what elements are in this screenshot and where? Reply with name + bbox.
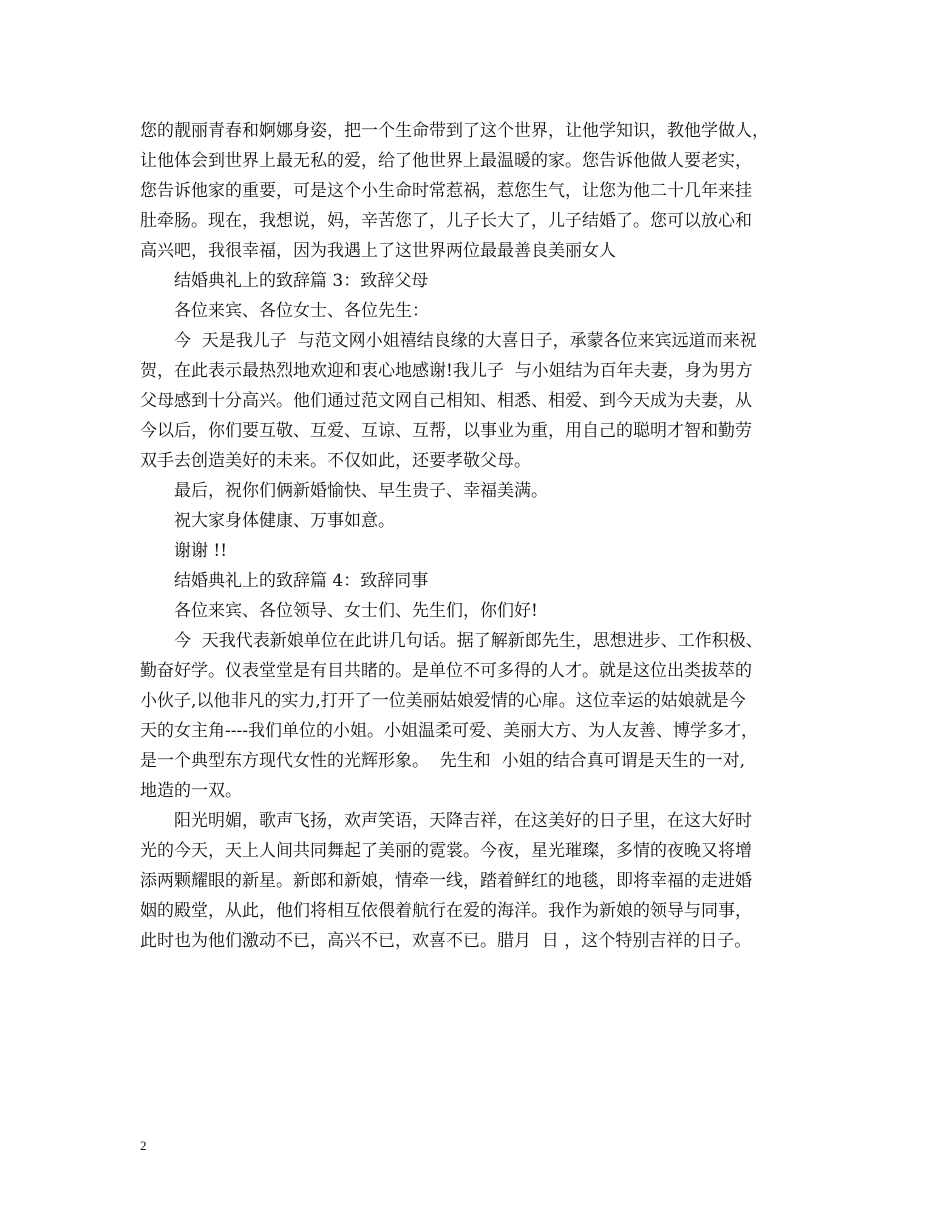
text-line: 光的今天，天上人间共同舞起了美丽的霓裳。今夜，星光璀璨，多情的夜晚又将增 (140, 841, 752, 861)
section-heading: 结婚典礼上的致辞篇 4：致辞同事 (174, 571, 429, 591)
text-line: 高兴吧，我很幸福，因为我遇上了这世界两位最最善良美丽女人 (140, 241, 616, 261)
text-line: 您告诉他家的重要，可是这个小生命时常惹祸，惹您生气，让您为他二十几年来挂 (140, 181, 752, 201)
text-line: 阳光明媚，歌声飞扬，欢声笑语，天降吉祥，在这美好的日子里，在这大好时 (174, 811, 752, 831)
page-number: 2 (140, 1138, 147, 1153)
text-line: 您的靓丽青春和婀娜身姿，把一个生命带到了这个世界，让他学知识，教他学做人， (140, 121, 769, 141)
document-body (140, 116, 840, 956)
section-heading: 结婚典礼上的致辞篇 3：致辞父母 (174, 271, 429, 291)
text-line: 谢谢 !! (174, 541, 228, 561)
text-line: 勤奋好学。仪表堂堂是有目共睹的。是单位不可多得的人才。就是这位出类拔萃的 (140, 661, 752, 681)
text-line: 父母感到十分高兴。他们通过范文网自己相知、相悉、相爱、到今天成为夫妻，从 (140, 391, 752, 411)
text-line: 祝大家身体健康、万事如意。 (174, 511, 395, 531)
salutation: 各位来宾、各位女士、各位先生： (174, 301, 429, 321)
text-line: 今 天我代表新娘单位在此讲几句话。据了解新郎先生，思想进步、工作积极、 (174, 631, 763, 651)
text-line: 肚牵肠。现在，我想说，妈，辛苦您了，儿子长大了，儿子结婚了。您可以放心和 (140, 211, 752, 231)
text-line: 双手去创造美好的未来。不仅如此，还要孝敬父母。 (140, 451, 531, 471)
text-line: 此时也为他们激动不已，高兴不已，欢喜不已。腊月 日 ，这个特别吉祥的日子。 (140, 931, 752, 951)
text-line: 姻的殿堂，从此，他们将相互依偎着航行在爱的海洋。我作为新娘的领导与同事， (140, 901, 752, 921)
text-line: 地造的一双。 (140, 781, 242, 801)
text-line: 今 天是我儿子 与范文网小姐禧结良缘的大喜日子，承蒙各位来宾远道而来祝 (174, 331, 757, 351)
text-line: 最后，祝你们俩新婚愉快、早生贵子、幸福美满。 (174, 481, 548, 501)
text-line: 今以后，你们要互敬、互爱、互谅、互帮，以事业为重，用自己的聪明才智和勤劳 (140, 421, 752, 441)
text-line: 添两颗耀眼的新星。新郎和新娘，情牵一线，踏着鲜红的地毯，即将幸福的走进婚 (140, 871, 752, 891)
text-line: 让他体会到世界上最无私的爱，给了他世界上最温暖的家。您告诉他做人要老实， (140, 151, 752, 171)
text-line: 小伙子,以他非凡的实力,打开了一位美丽姑娘爱情的心扉。这位幸运的姑娘就是今 (140, 691, 746, 711)
text-line: 天的女主角----我们单位的小姐。小姐温柔可爱、美丽大方、为人友善、博学多才， (140, 721, 758, 741)
salutation: 各位来宾、各位领导、女士们、先生们，你们好! (174, 601, 538, 621)
text-line: 贺，在此表示最热烈地欢迎和衷心地感谢!我儿子 与小姐结为百年夫妻，身为男方 (140, 361, 753, 381)
text-line: 是一个典型东方现代女性的光辉形象。 先生和 小姐的结合真可谓是天生的一对, (140, 751, 746, 771)
